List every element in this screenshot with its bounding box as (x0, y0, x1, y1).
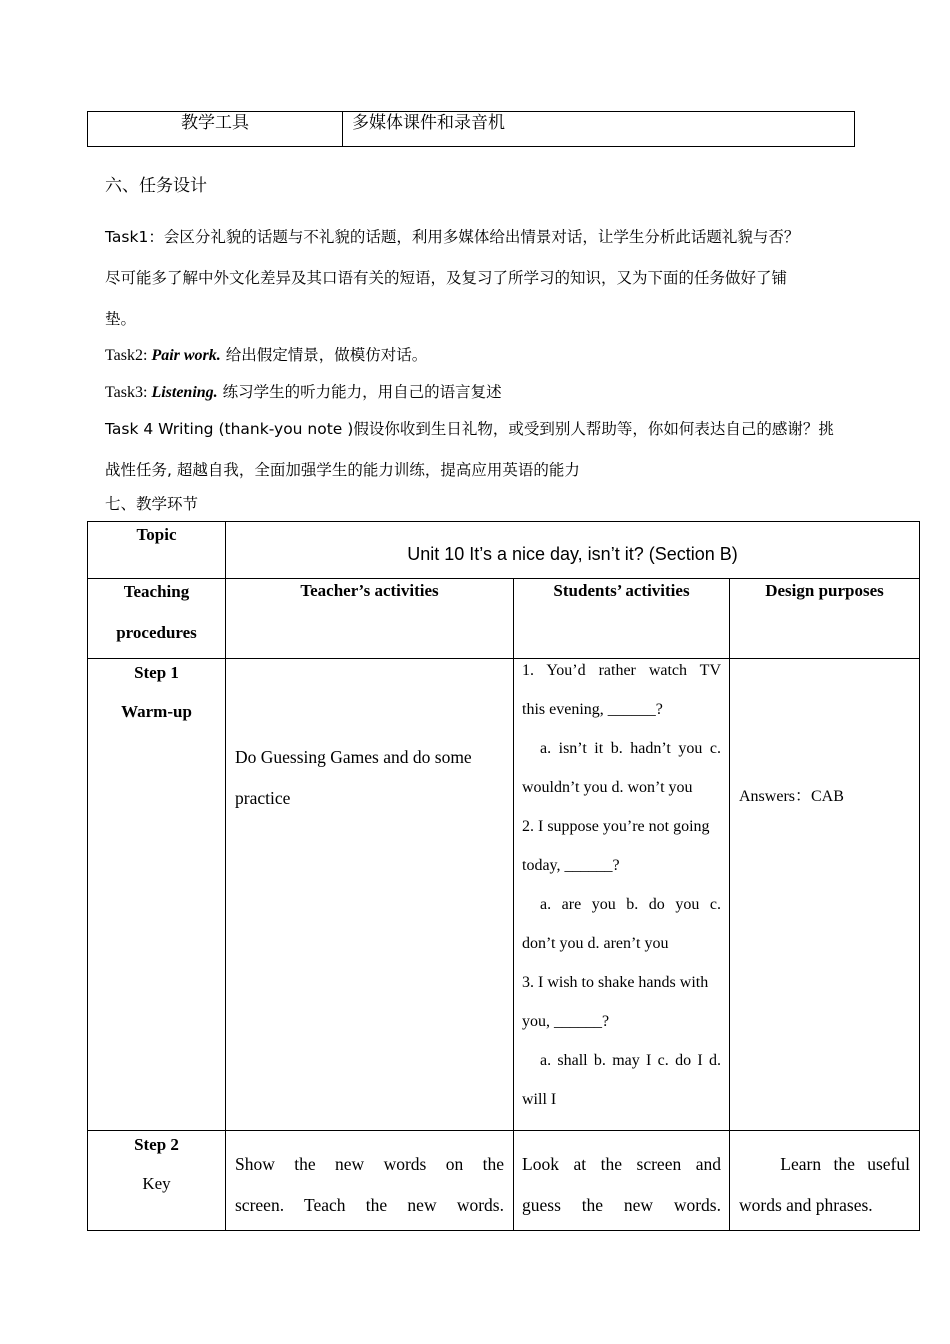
step1-students-line: 2. I suppose you’re not going (522, 818, 710, 835)
task4-line2: 战性任务, 超越自我，全面加强学生的能力训练，提高应用英语的能力 (105, 461, 580, 479)
step1-teacher-line1: Do Guessing Games and do some (235, 747, 472, 767)
step2-cell (88, 1131, 226, 1231)
step1-purpose: Answers：CAB (739, 788, 844, 805)
step1-students-line: a. are you b. do you c. (540, 896, 721, 913)
header-procedures (88, 579, 226, 659)
step1-students-line: today, ______? (522, 857, 620, 874)
step2-students-line1: Look at the screen and (522, 1154, 721, 1174)
step1-purpose-cell (730, 659, 920, 1131)
step1-students-line: will I (522, 1091, 557, 1108)
topic-title-cell (226, 522, 920, 579)
header-teacher (226, 579, 514, 659)
teaching-procedure-table (87, 521, 920, 1231)
step1-students-line: 3. I wish to shake hands with (522, 974, 709, 991)
step1-title: Step 1 (134, 663, 179, 682)
step2-purpose-line1: Learn the useful (780, 1154, 910, 1174)
step1-teacher-cell (226, 659, 514, 1131)
step1-students-cell (514, 659, 730, 1131)
tools-label: 教学工具 (88, 112, 343, 147)
task3-line (105, 380, 502, 402)
task1-line3: 垫。 (105, 310, 137, 328)
task1-line1: Task1：会区分礼貌的话题与不礼貌的话题，利用多媒体给出情景对话，让学生分析此话题礼貌与否？ (105, 228, 800, 246)
step1-subtitle: Warm-up (121, 702, 192, 721)
tools-value: 多媒体课件和录音机 (343, 112, 855, 147)
step2-subtitle: Key (142, 1174, 171, 1193)
task4-line1: Task 4 Writing (thank-you note )假设你收到生日礼物，或受到别人帮助等，你如何表达自己的感谢？挑 (105, 420, 834, 438)
step1-students-line: 1. You’d rather watch TV (522, 662, 721, 679)
task2-prefix: Task2: (105, 347, 152, 364)
tools-table (87, 111, 855, 147)
task3-rest: 练习学生的听力能力，用自己的语言复述 (217, 383, 502, 401)
header-procedures-line2: procedures (116, 623, 197, 642)
topic-label-cell (88, 522, 226, 579)
task3-prefix: Task3: (105, 384, 152, 401)
topic-title: Unit 10 It’s a nice day, isn’t it? (Section B) (407, 544, 738, 564)
step1-students-line: a. isn’t it b. hadn’t you c. (540, 740, 721, 757)
header-teacher-label: Teacher’s activities (300, 581, 439, 600)
section6-heading: 六、任务设计 (105, 176, 207, 196)
step1-students-line: you, ______? (522, 1013, 610, 1030)
step1-students-line: this evening, ______? (522, 701, 663, 718)
header-purposes (730, 579, 920, 659)
step1-students-list (514, 651, 729, 1119)
step1-students-line: a. shall b. may I c. do I d. (540, 1052, 721, 1069)
header-purposes-label: Design purposes (765, 581, 884, 600)
task2-line (105, 343, 427, 365)
step1-students-line: don’t you d. aren’t you (522, 935, 669, 952)
header-students-label: Students’ activities (553, 581, 690, 600)
step2-purpose-line2: words and phrases. (739, 1195, 873, 1215)
header-procedures-line1: Teaching (123, 582, 190, 601)
step2-title: Step 2 (134, 1135, 179, 1154)
step2-teacher-line2: screen. Teach the new words. (235, 1195, 504, 1215)
step1-students-line: wouldn’t you d. won’t you (522, 779, 693, 796)
step2-students-cell (514, 1131, 730, 1231)
step2-teacher-line1: Show the new words on the (235, 1154, 504, 1174)
step2-students-line2: guess the new words. (522, 1195, 721, 1215)
task1-line2: 尽可能多了解中外文化差异及其口语有关的短语，及复习了所学习的知识，又为下面的任务做好了铺 (105, 269, 788, 287)
step1-teacher-line2: practice (235, 788, 291, 808)
topic-label: Topic (136, 525, 177, 544)
step1-cell (88, 659, 226, 1131)
section7-heading: 七、教学环节 (105, 495, 199, 513)
task2-rest: 给出假定情景，做模仿对话。 (220, 346, 428, 364)
step2-teacher-cell (226, 1131, 514, 1231)
step2-purpose-cell (730, 1131, 920, 1231)
header-students (514, 579, 730, 659)
task2-bold: Pair work. (151, 347, 221, 364)
task3-bold: Listening. (151, 384, 218, 401)
